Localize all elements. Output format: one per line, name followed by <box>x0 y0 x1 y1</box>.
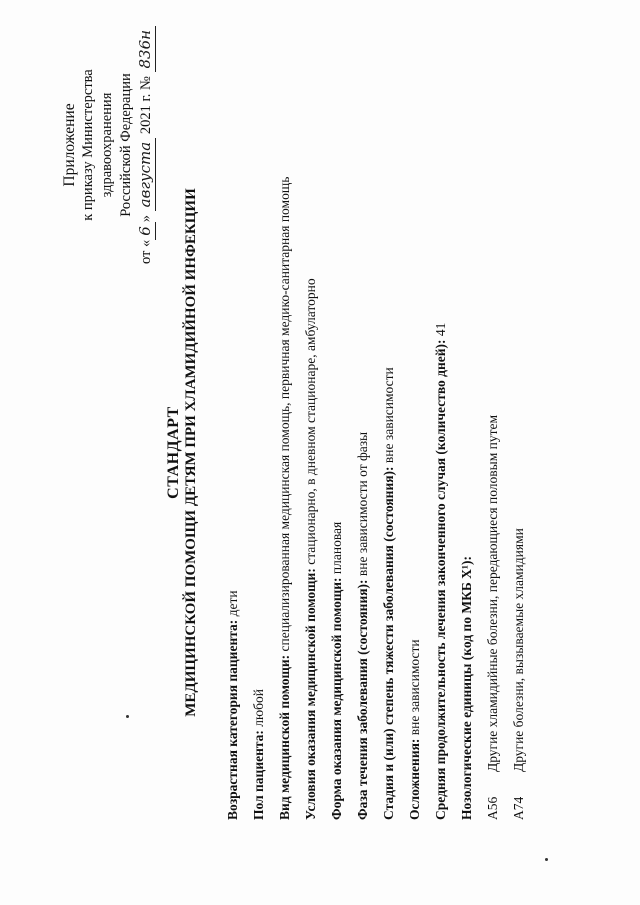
field-sex <box>246 40 272 820</box>
field-value: плановая <box>329 521 344 575</box>
field-severity <box>376 40 402 820</box>
field-value: 41 <box>433 322 448 337</box>
field-complications <box>402 40 428 820</box>
field-value: вне зависимости от фазы <box>355 431 370 577</box>
icd-description: Другие хламидийные болезни, передающиеся половым путем <box>485 414 500 772</box>
appendix-date-line <box>136 25 156 265</box>
field-label: Форма оказания медицинской помощи: <box>329 577 344 820</box>
field-label: Фаза течения заболевания (состояния): <box>355 579 370 820</box>
field-care-form <box>324 40 350 820</box>
appendix-line-2: Российской Федерации <box>118 73 134 217</box>
appendix-line-1: к приказу Министерства здравоохранения <box>80 69 115 221</box>
handwritten-number: 836н <box>136 26 156 73</box>
field-label: Стадия и (или) степень тяжести заболевания (состояния): <box>381 466 396 820</box>
field-value: стационарно, в дневном стационаре, амбулаторно <box>303 278 318 565</box>
field-value: дети <box>225 590 240 617</box>
field-nosology <box>454 40 480 820</box>
field-disease-phase <box>350 40 376 820</box>
icd-description: Другие болезни, вызываемые хламидиями <box>511 528 526 772</box>
field-value: любой <box>251 689 266 727</box>
field-care-conditions <box>298 40 324 820</box>
date-mid: » <box>138 214 154 223</box>
standard-subtitle: МЕДИЦИНСКОЙ ПОМОЩИ ДЕТЯМ ПРИ ХЛАМИДИЙНОЙ ИНФЕКЦИИ <box>183 188 199 717</box>
field-label: Пол пациента: <box>251 730 266 820</box>
date-prefix: от « <box>138 239 154 265</box>
field-label: Вид медицинской помощи: <box>277 654 292 820</box>
fields-list <box>220 40 532 820</box>
field-label: Средняя продолжительность лечения законченного случая (количество дней): <box>433 339 448 820</box>
field-value: вне зависимости <box>407 639 422 736</box>
field-label: Нозологические единицы (код по МКБ X¹): <box>459 556 474 820</box>
handwritten-day: 6 <box>136 222 156 240</box>
code-row <box>506 40 532 820</box>
field-value: вне зависимости <box>381 367 396 464</box>
appendix-title: Приложение <box>61 103 78 187</box>
field-age-category <box>220 40 246 820</box>
field-label: Осложнения: <box>407 738 422 820</box>
field-label: Возрастная категория пациента: <box>225 619 240 820</box>
icd-code: A56 <box>485 796 500 820</box>
appendix-block <box>60 25 156 265</box>
field-treatment-duration <box>428 40 454 820</box>
field-care-type <box>272 40 298 820</box>
date-year: 2021 г. № <box>138 76 154 135</box>
field-value: специализированная медицинская помощь, первичная медико-санитарная помощь <box>277 176 292 652</box>
standard-title: СТАНДАРТ <box>165 406 182 499</box>
field-label: Условия оказания медицинской помощи: <box>303 568 318 820</box>
icd-code: A74 <box>511 796 526 820</box>
scan-speck <box>126 715 129 718</box>
scan-speck <box>545 858 548 861</box>
handwritten-month: августа <box>136 138 156 212</box>
code-row <box>480 40 506 820</box>
